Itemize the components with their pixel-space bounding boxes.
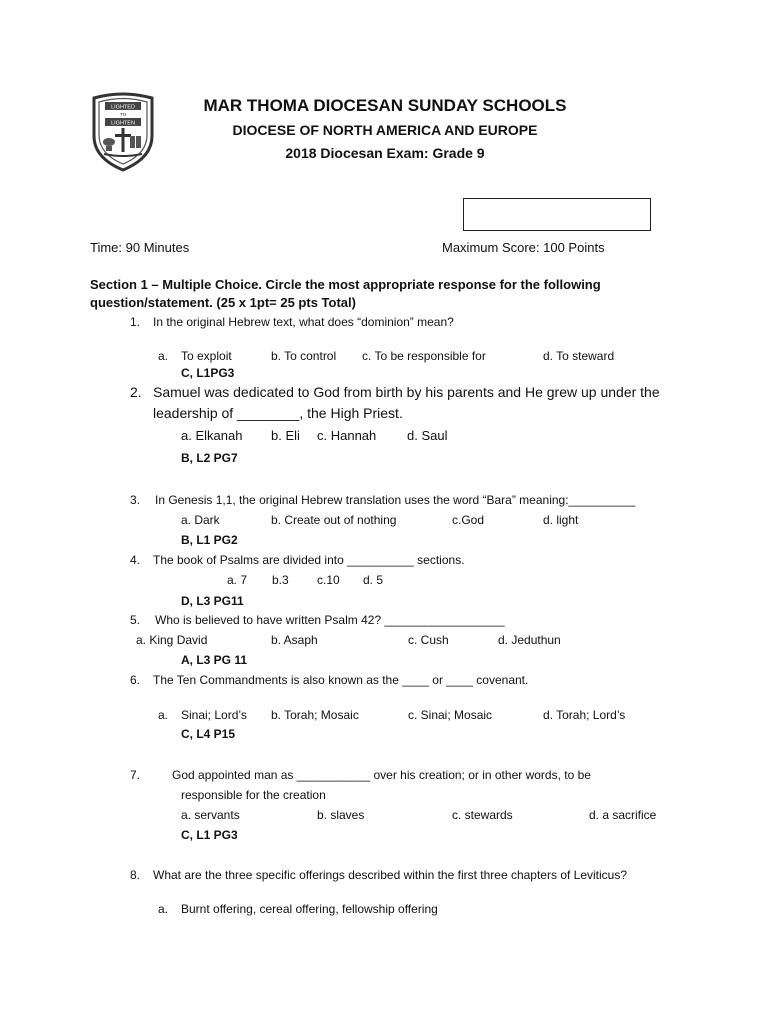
q2-option-d[interactable]: d. Saul xyxy=(407,428,448,443)
q2-option-a[interactable]: a. Elkanah xyxy=(181,428,243,443)
q7-option-a[interactable]: a. servants xyxy=(181,808,240,822)
q8-text: What are the three specific offerings described within the first three chapters of Leviticus? xyxy=(153,868,628,882)
q1-option-a[interactable]: To exploit xyxy=(181,349,232,363)
q8-number: 8. xyxy=(130,868,141,882)
q6-option-c[interactable]: c. Sinai; Mosaic xyxy=(408,708,493,722)
q5-text: Who is believed to have written Psalm 42? __________________ xyxy=(155,613,505,627)
q6-text: The Ten Commandments is also known as the ____ or ____ covenant. xyxy=(153,673,529,687)
section-heading-line2: question/statement. (25 x 1pt= 25 pts Total) xyxy=(90,295,356,310)
q5-option-c[interactable]: c. Cush xyxy=(408,633,449,647)
q5-option-b[interactable]: b. Asaph xyxy=(271,633,318,647)
q6-option-d[interactable]: d. Torah; Lord’s xyxy=(543,708,626,722)
q1-option-c[interactable]: c. To be responsible for xyxy=(362,349,486,363)
q8-option-a-label: a. xyxy=(158,902,169,916)
q3-option-a[interactable]: a. Dark xyxy=(181,513,220,527)
q3-option-b[interactable]: b. Create out of nothing xyxy=(271,513,397,527)
q1-option-b[interactable]: b. To control xyxy=(271,349,337,363)
q4-option-b[interactable]: b.3 xyxy=(272,573,289,587)
q3-number: 3. xyxy=(130,493,141,507)
q8-option-a[interactable]: Burnt offering, cereal offering, fellowship offering xyxy=(181,902,438,916)
q3-text: In Genesis 1,1, the original Hebrew translation uses the word “Bara” meaning:__________ xyxy=(155,493,636,507)
q2-option-b[interactable]: b. Eli xyxy=(271,428,300,443)
q1-option-a-label: a. xyxy=(158,349,169,363)
q7-number: 7. xyxy=(130,768,141,782)
page-title: MAR THOMA DIOCESAN SUNDAY SCHOOLS xyxy=(203,96,567,115)
q2-text-line1: Samuel was dedicated to God from birth by his parents and He grew up under the xyxy=(153,384,660,400)
q1-number: 1. xyxy=(130,315,141,329)
q7-answer: C, L1 PG3 xyxy=(181,828,238,842)
page-subtitle: DIOCESE OF NORTH AMERICA AND EUROPE xyxy=(232,122,538,138)
q3-option-c[interactable]: c.God xyxy=(452,513,485,527)
q6-option-b[interactable]: b. Torah; Mosaic xyxy=(271,708,359,722)
score-box[interactable] xyxy=(463,198,651,231)
q4-option-d[interactable]: d. 5 xyxy=(363,573,384,587)
q5-number: 5. xyxy=(130,613,141,627)
q7-option-b[interactable]: b. slaves xyxy=(317,808,365,822)
q3-option-d[interactable]: d. light xyxy=(543,513,579,527)
q6-number: 6. xyxy=(130,673,141,687)
time-limit: Time: 90 Minutes xyxy=(90,240,190,255)
q2-number: 2. xyxy=(130,384,142,400)
logo-text-mid: TO xyxy=(119,112,127,117)
q1-text: In the original Hebrew text, what does “dominion” mean? xyxy=(153,315,454,329)
q7-text-line1: God appointed man as ___________ over his creation; or in other words, to be xyxy=(172,768,591,782)
q6-option-a-label: a. xyxy=(158,708,169,722)
max-score: Maximum Score: 100 Points xyxy=(442,240,605,255)
q1-answer: C, L1PG3 xyxy=(181,366,235,380)
q4-option-c[interactable]: c.10 xyxy=(317,573,340,587)
q2-text-line2: leadership of ________, the High Priest. xyxy=(153,405,403,421)
q7-option-d[interactable]: d. a sacrifice xyxy=(589,808,657,822)
q4-text: The book of Psalms are divided into __________ sections. xyxy=(153,553,465,567)
section-heading-line1: Section 1 – Multiple Choice. Circle the most appropriate response for the following xyxy=(90,277,601,292)
q5-option-a[interactable]: a. King David xyxy=(136,633,208,647)
q2-answer: B, L2 PG7 xyxy=(181,451,238,465)
exam-title: 2018 Diocesan Exam: Grade 9 xyxy=(285,145,485,161)
q7-option-c[interactable]: c. stewards xyxy=(452,808,513,822)
q4-answer: D, L3 PG11 xyxy=(181,594,244,608)
q6-option-a[interactable]: Sinai; Lord’s xyxy=(181,708,247,722)
q3-answer: B, L1 PG2 xyxy=(181,533,238,547)
q5-answer: A, L3 PG 11 xyxy=(181,653,248,667)
logo-text-bottom: LIGHTEN xyxy=(111,120,135,127)
q6-answer: C, L4 P15 xyxy=(181,727,236,741)
q1-option-d[interactable]: d. To steward xyxy=(543,349,615,363)
q4-number: 4. xyxy=(130,553,141,567)
q4-option-a[interactable]: a. 7 xyxy=(227,573,248,587)
q7-text-line2: responsible for the creation xyxy=(181,788,326,802)
q5-option-d[interactable]: d. Jeduthun xyxy=(498,633,561,647)
q2-option-c[interactable]: c. Hannah xyxy=(317,428,377,443)
logo-text-top: LIGHTED xyxy=(111,104,135,111)
